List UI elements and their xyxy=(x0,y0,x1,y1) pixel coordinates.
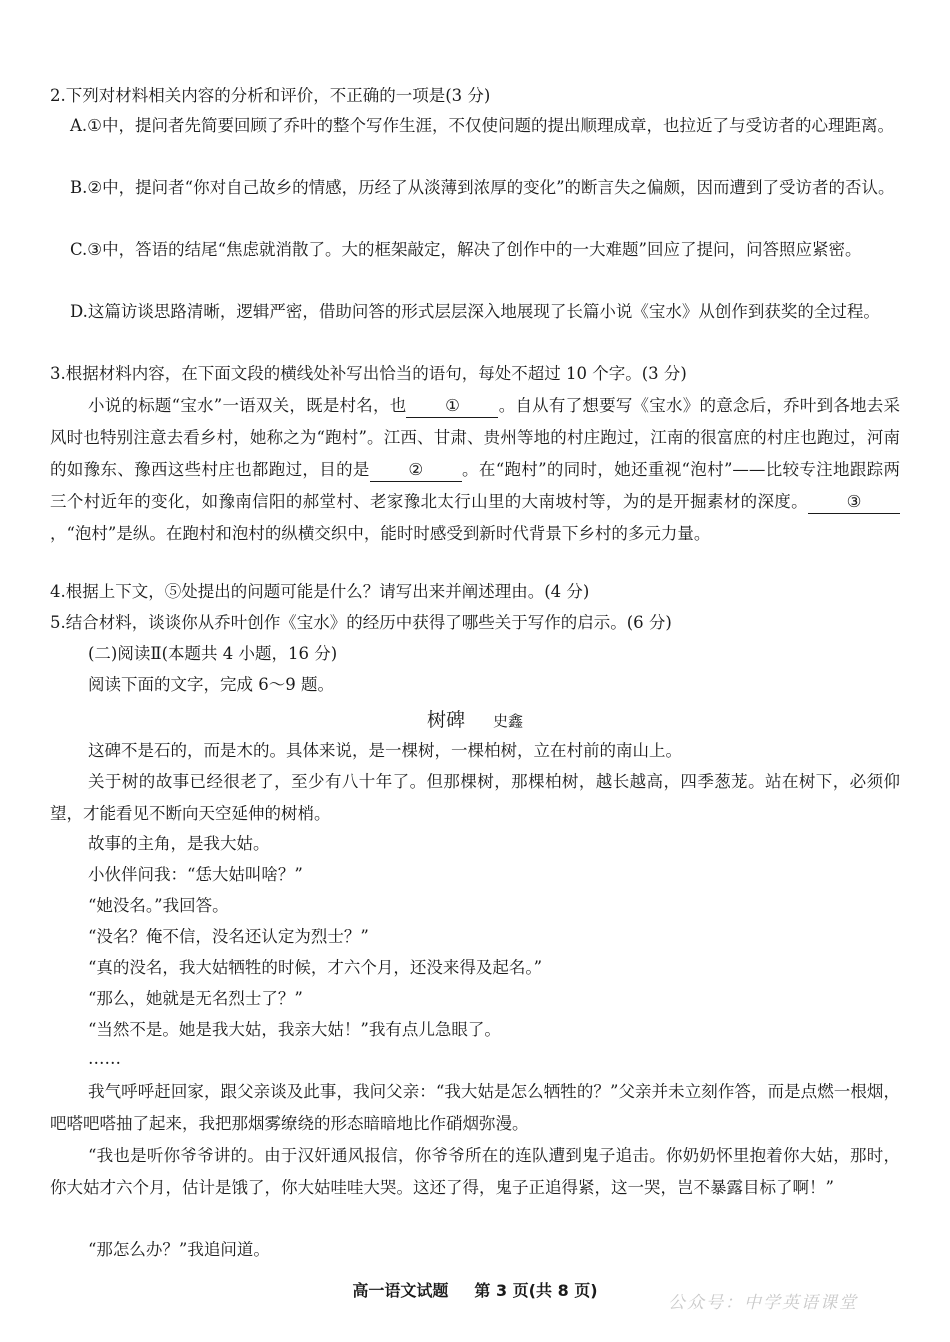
passage-part-4: ，“泡村”是纵。在跑村和泡村的纵横交织中，能时时感受到新时代背景下乡村的多元力量。 xyxy=(50,524,711,543)
watermark: 公众号：中学英语课堂 xyxy=(668,1293,858,1313)
question-2-stem: 2.下列对材料相关内容的分析和评价，不正确的一项是(3 分) xyxy=(50,86,491,105)
question-2-option-a: A.①中，提问者先简要回顾了乔叶的整个写作生涯，不仅使问题的提出顺理成章，也拉近了与受访者的心理距离。 xyxy=(70,116,894,135)
answer-blank-1[interactable]: ① xyxy=(406,395,498,418)
question-3-passage xyxy=(50,390,900,550)
story-paragraph: 关于树的故事已经很老了，至少有八十年了。但那棵树，那棵柏树，越长越高，四季葱茏。站在树下，必须仰望，才能看见不断向天空延伸的树梢。 xyxy=(50,772,900,823)
story-paragraph: 我气呼呼赶回家，跟父亲谈及此事，我问父亲：“我大姑是怎么牺牲的？”父亲并未立刻作答，而是点燃一根烟，吧嗒吧嗒抽了起来，我把那烟雾缭绕的形态暗暗地比作硝烟弥漫。 xyxy=(50,1082,900,1133)
footer-subject: 高一语文试题 xyxy=(352,1281,449,1300)
story-paragraph: “她没名。”我回答。 xyxy=(88,896,229,915)
question-2-option-b: B.②中，提问者“你对自己故乡的情感，历经了从淡薄到浓厚的变化”的断言失之偏颇，因而遭到了受访者的否认。 xyxy=(70,178,895,197)
story-author: 史鑫 xyxy=(493,712,524,730)
section-heading: (二)阅读Ⅱ(本题共 4 小题，16 分) xyxy=(88,644,338,663)
story-title: 树碑 xyxy=(426,709,465,731)
answer-blank-2[interactable]: ② xyxy=(370,459,462,482)
passage-part-3: 。在“跑村”的同时，她还重视“泡村”——比较专注地跟踪两三个村近年的变化，如豫南信阳的郝堂村、老家豫北太行山里的大南坡村等，为的是开掘素材的深度。 xyxy=(50,460,900,511)
story-paragraph: 小伙伴问我：“恁大姑叫啥？” xyxy=(88,865,303,884)
story-paragraph: 这碑不是石的，而是木的。具体来说，是一棵树，一棵柏树，立在村前的南山上。 xyxy=(88,741,682,760)
story-paragraph: “真的没名，我大姑牺牲的时候，才六个月，还没来得及起名。” xyxy=(88,958,543,977)
story-paragraph: “那么，她就是无名烈士了？” xyxy=(88,989,303,1008)
story-paragraph: “那怎么办？”我追问道。 xyxy=(88,1240,270,1259)
story-ellipsis: …… xyxy=(88,1049,121,1068)
story-paragraph: 故事的主角，是我大姑。 xyxy=(88,834,270,853)
story-paragraph: “我也是听你爷爷讲的。由于汉奸通风报信，你爷爷所在的连队遭到鬼子追击。你奶奶怀里抱着你大姑，那时，你大姑才六个月，估计是饿了，你大姑哇哇大哭。这还了得，鬼子正追得紧，这一哭，岂不暴露目标了啊！” xyxy=(50,1146,900,1197)
footer-page-number: 第 3 页(共 8 页) xyxy=(474,1281,598,1300)
question-2-option-c: C.③中，答语的结尾“焦虑就消散了。大的框架敲定，解决了创作中的一大难题”回应了提问，问答照应紧密。 xyxy=(70,240,862,259)
story-paragraph: “当然不是。她是我大姑，我亲大姑！”我有点儿急眼了。 xyxy=(88,1020,501,1039)
question-2-option-d: D.这篇访谈思路清晰，逻辑严密，借助问答的形式层层深入地展现了长篇小说《宝水》从创作到获奖的全过程。 xyxy=(70,302,880,321)
question-3-stem: 3.根据材料内容，在下面文段的横线处补写出恰当的语句，每处不超过 10 个字。(3 分) xyxy=(50,364,687,383)
answer-blank-3[interactable]: ③ xyxy=(808,491,900,514)
passage-part-2: 。自从有了想要写《宝水》的意念后，乔叶到各地去采风时也特别注意去看乡村，她称之为“跑村”。江西、甘肃、贵州等地的村庄跑过，江南的很富庶的村庄也跑过，河南的如豫东、豫西这些村庄也都跑过，目的是 xyxy=(50,396,901,479)
story-title-row xyxy=(0,705,950,732)
passage-part-1: 小说的标题“宝水”一语双关，既是村名，也 xyxy=(88,396,407,415)
reading-instruction: 阅读下面的文字，完成 6～9 题。 xyxy=(88,675,334,694)
question-5: 5.结合材料，谈谈你从乔叶创作《宝水》的经历中获得了哪些关于写作的启示。(6 分) xyxy=(50,613,672,632)
story-paragraph: “没名？俺不信，没名还认定为烈士？” xyxy=(88,927,369,946)
question-4: 4.根据上下文，⑤处提出的问题可能是什么？请写出来并阐述理由。(4 分) xyxy=(50,582,590,601)
